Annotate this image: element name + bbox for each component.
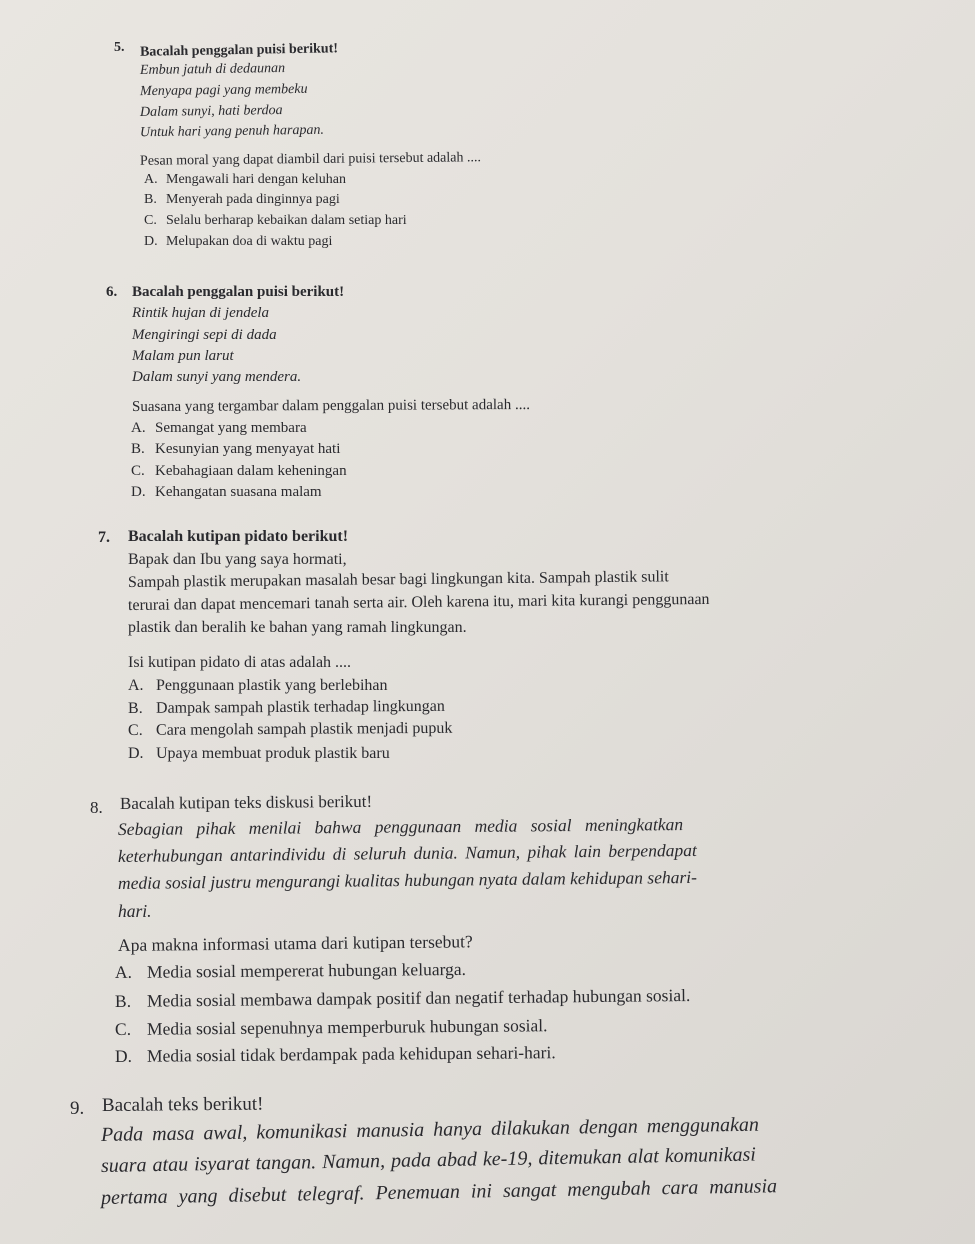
- option-letter: C.: [114, 1018, 132, 1039]
- passage-line: plastik dan beralih ke bahan yang ramah lingkungan.: [128, 619, 467, 636]
- option-letter: C.: [131, 463, 145, 479]
- option-text: Kesunyian yang menyayat hati: [155, 441, 341, 457]
- question-number: 8.: [90, 798, 103, 817]
- option-a[interactable]: [144, 172, 346, 188]
- question-number: 5.: [114, 40, 125, 55]
- option-d[interactable]: [115, 1042, 556, 1067]
- option-c[interactable]: [131, 463, 347, 480]
- passage-line: media sosial justru mengurangi kualitas hubungan nyata dalam kehidupan sehari-: [117, 866, 698, 893]
- passage-line: pertama yang disebut telegraf. Penemuan ini sangat mengubah cara manusia: [100, 1175, 778, 1209]
- question-text: Isi kutipan pidato di atas adalah ....: [128, 654, 352, 671]
- option-b[interactable]: [131, 441, 340, 458]
- passage-line: Pada masa awal, komunikasi manusia hanya dilakukan dengan menggunakan: [100, 1113, 760, 1146]
- option-letter: A.: [131, 420, 146, 436]
- poem-line: Menyapa pagi yang membeku: [139, 81, 308, 100]
- option-letter: A.: [144, 172, 158, 187]
- instruction: Bacalah kutipan pidato berikut!: [128, 528, 349, 545]
- option-d[interactable]: [128, 745, 390, 763]
- passage-line: hari.: [118, 901, 152, 921]
- option-text: Media sosial mempererat hubungan keluarga.: [146, 958, 467, 982]
- option-b[interactable]: [115, 985, 691, 1012]
- option-text: Cara mengolah sampah plastik menjadi pupuk: [155, 719, 453, 739]
- option-letter: A.: [114, 961, 133, 982]
- option-letter: D.: [131, 484, 146, 500]
- option-text: Dampak sampah plastik terhadap lingkungan: [155, 697, 445, 717]
- option-text: Kehangatan suasana malam: [155, 484, 322, 500]
- option-text: Selalu berharap kebaikan dalam setiap hari: [166, 213, 407, 228]
- option-letter: B.: [114, 990, 132, 1011]
- option-d[interactable]: [144, 234, 332, 250]
- option-text: Semangat yang membara: [155, 420, 307, 436]
- option-text: Media sosial membawa dampak positif dan negatif terhadap hubungan sosial.: [146, 984, 691, 1011]
- passage-line: suara atau isyarat tangan. Namun, pada abad ke-19, ditemukan alat komunikasi: [100, 1143, 757, 1177]
- option-letter: D.: [144, 234, 158, 249]
- question-number: 6.: [106, 284, 118, 300]
- option-letter: D.: [128, 745, 144, 762]
- option-c[interactable]: [115, 1015, 548, 1040]
- option-a[interactable]: [131, 420, 307, 437]
- question-number: 7.: [98, 529, 110, 546]
- option-text: Kebahagiaan dalam keheningan: [155, 463, 347, 479]
- option-b[interactable]: [128, 698, 445, 718]
- question-text: Pesan moral yang dapat diambil dari puisi tersebut adalah ....: [139, 150, 482, 169]
- instruction: Bacalah teks berikut!: [101, 1093, 264, 1116]
- option-d[interactable]: [131, 484, 322, 501]
- option-letter: D.: [114, 1045, 133, 1066]
- poem-line: Embun jatuh di dedaunan: [139, 60, 286, 79]
- passage-line: terurai dan dapat mencemari tanah serta air. Oleh karena itu, mari kita kurangi penggunaan: [127, 590, 710, 614]
- poem-line: Untuk hari yang penuh harapan.: [139, 122, 325, 141]
- option-text: Penggunaan plastik yang berlebihan: [156, 677, 388, 694]
- poem-line: Mengiringi sepi di dada: [132, 327, 277, 343]
- poem-line: Dalam sunyi, hati berdoa: [139, 103, 283, 120]
- question-number: 9.: [70, 1098, 85, 1119]
- instruction: Bacalah penggalan puisi berikut!: [139, 41, 339, 60]
- poem-line: Dalam sunyi yang mendera.: [132, 369, 302, 385]
- option-text: Mengawali hari dengan keluhan: [166, 172, 346, 187]
- option-text: Media sosial sepenuhnya memperburuk hubungan sosial.: [146, 1015, 548, 1039]
- passage-line: Sampah plastik merupakan masalah besar bagi lingkungan kita. Sampah plastik sulit: [127, 568, 669, 591]
- option-a[interactable]: [115, 959, 466, 983]
- option-text: Media sosial tidak berdampak pada kehidupan sehari-hari.: [146, 1042, 556, 1066]
- passage-line: Bapak dan Ibu yang saya hormati,: [128, 551, 347, 568]
- poem-line: Malam pun larut: [132, 348, 234, 364]
- option-c[interactable]: [128, 720, 452, 740]
- option-a[interactable]: [128, 677, 388, 695]
- question-text: Suasana yang tergambar dalam penggalan puisi tersebut adalah ....: [131, 396, 530, 416]
- option-text: Upaya membuat produk plastik baru: [156, 745, 390, 762]
- instruction: Bacalah penggalan puisi berikut!: [132, 284, 345, 300]
- passage-line: Sebagian pihak menilai bahwa penggunaan media sosial meningkatkan: [117, 814, 684, 839]
- instruction: Bacalah kutipan teks diskusi berikut!: [119, 791, 373, 813]
- option-text: Melupakan doa di waktu pagi: [166, 234, 333, 249]
- option-b[interactable]: [144, 192, 340, 208]
- option-letter: A.: [128, 677, 144, 694]
- option-letter: C.: [127, 721, 143, 739]
- passage-line: keterhubungan antarindividu di seluruh dunia. Namun, pihak lain berpendapat: [117, 839, 697, 866]
- option-letter: C.: [144, 213, 157, 228]
- option-c[interactable]: [144, 213, 407, 229]
- question-text: Apa makna informasi utama dari kutipan tersebut?: [117, 931, 473, 955]
- option-text: Menyerah pada dinginnya pagi: [166, 192, 340, 207]
- option-letter: B.: [131, 441, 145, 457]
- poem-line: Rintik hujan di jendela: [132, 305, 270, 321]
- option-letter: B.: [127, 699, 143, 717]
- option-letter: B.: [144, 192, 157, 207]
